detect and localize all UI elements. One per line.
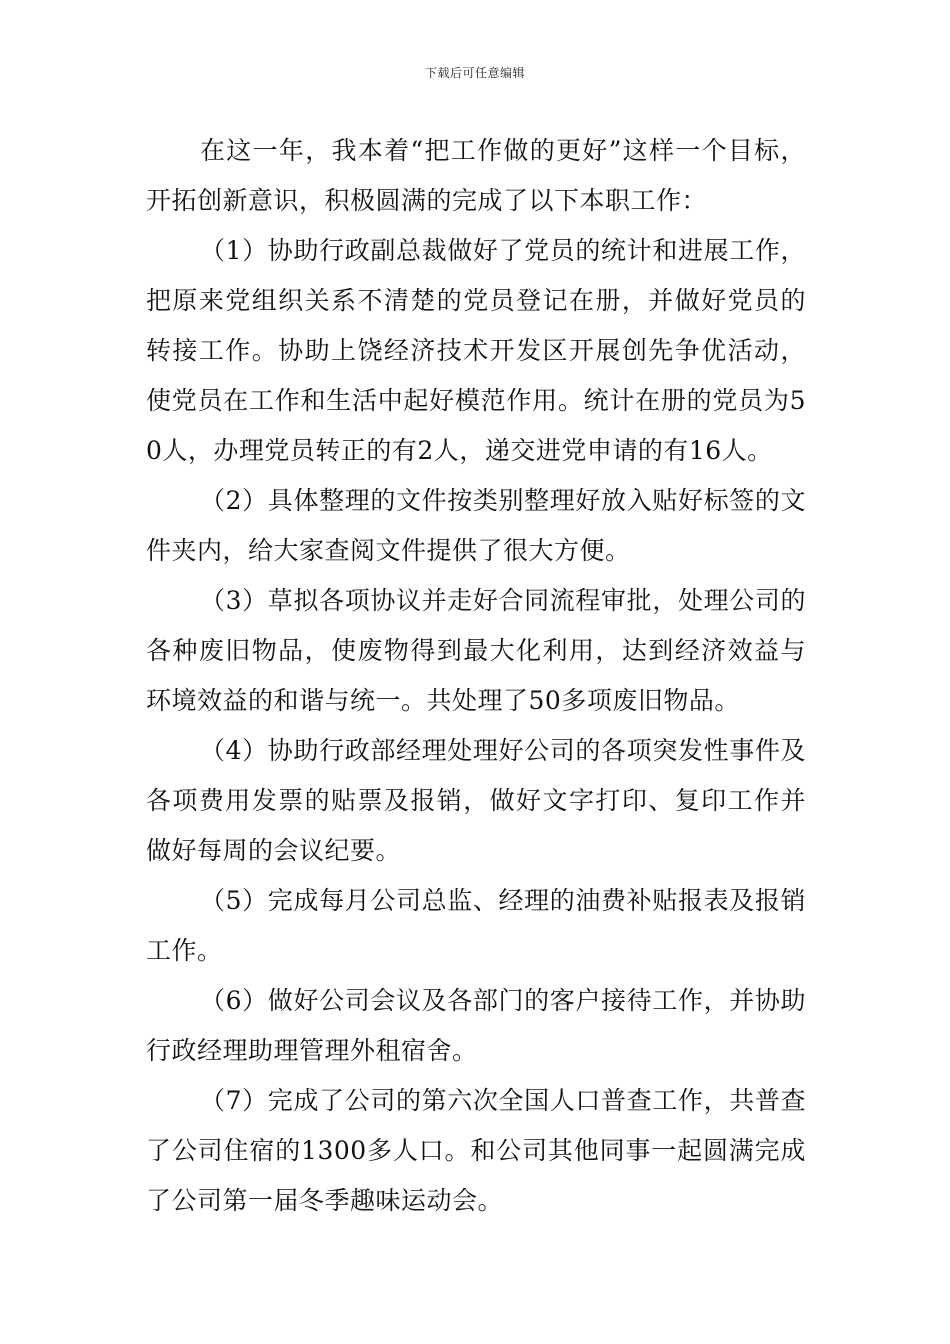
paragraph-item-7: （7）完成了公司的第六次全国人口普查工作，共普查了公司住宿的1300多人口。和公司其他同事一起圆满完成了公司第一届冬季趣味运动会。 <box>146 1086 806 1215</box>
paragraph-item-1: （1）协助行政副总裁做好了党员的统计和进展工作，把原来党组织关系不清楚的党员登记在册，并做好党员的转接工作。协助上饶经济技术开发区开展创先争优活动，使党员在工作和生活中起好模范作用。统计在册的党员为50人，办理党员转正的有2人，递交进党申请的有16人。 <box>146 236 806 465</box>
paragraph-item-4: （4）协助行政部经理处理好公司的各项突发性事件及各项费用发票的贴票及报销，做好文字打印、复印工作并做好每周的会议纪要。 <box>146 736 806 865</box>
header-note: 下载后可任意编辑 <box>424 66 525 80</box>
document-body <box>146 126 806 1226</box>
paragraph-item-2: （2）具体整理的文件按类别整理好放入贴好标签的文件夹内，给大家查阅文件提供了很大方便。 <box>146 486 806 565</box>
paragraph-item-3: （3）草拟各项协议并走好合同流程审批，处理公司的各种废旧物品，使废物得到最大化利用，达到经济效益与环境效益的和谐与统一。共处理了50多项废旧物品。 <box>146 586 806 715</box>
paragraph-item-6: （6）做好公司会议及各部门的客户接待工作，并协助行政经理助理管理外租宿舍。 <box>146 986 806 1065</box>
paragraph-item-5: （5）完成每月公司总监、经理的油费补贴报表及报销工作。 <box>146 886 806 965</box>
paragraph-intro: 在这一年，我本着“把工作做的更好”这样一个目标，开拓创新意识，积极圆满的完成了以下本职工作： <box>146 136 806 215</box>
